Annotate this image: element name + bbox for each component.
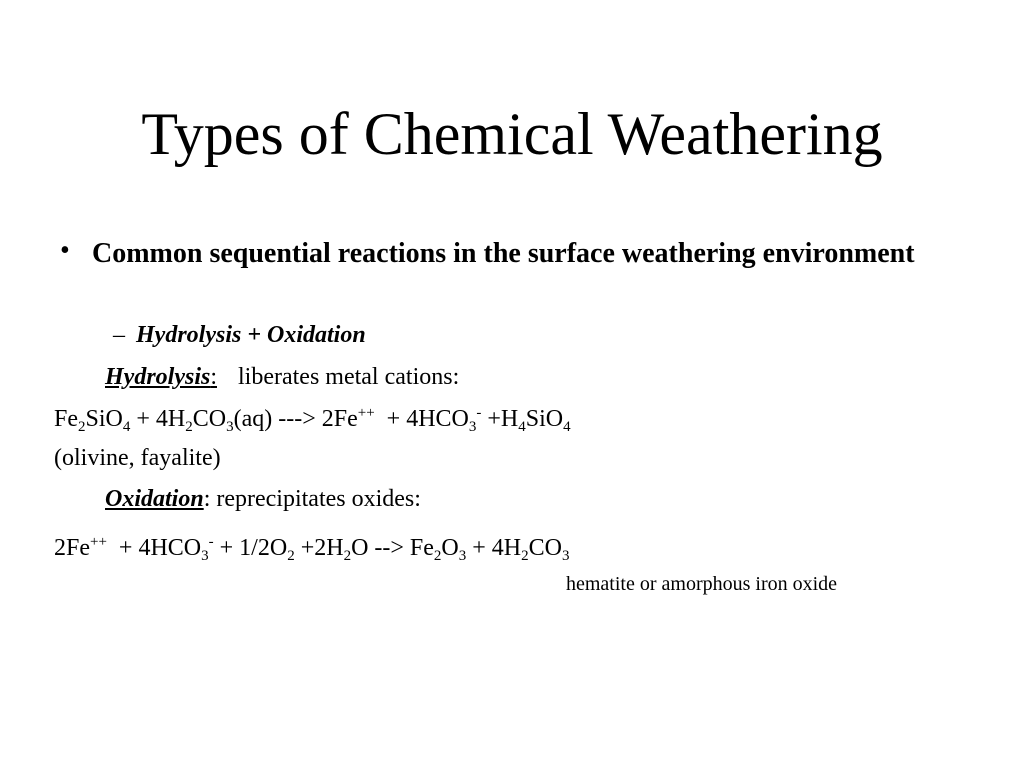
eq2-sub: 3 bbox=[201, 548, 209, 564]
eq1-text: Fe bbox=[54, 406, 78, 432]
bullet-marker: • bbox=[60, 235, 70, 266]
hydrolysis-colon: : bbox=[210, 364, 217, 390]
eq1-text: CO bbox=[192, 406, 227, 432]
eq1-sub: 3 bbox=[468, 419, 477, 435]
bullet-text: Common sequential reactions in the surface weathering environment bbox=[92, 238, 915, 269]
sub-bullet-marker: – bbox=[113, 322, 125, 348]
eq2-sub: 3 bbox=[458, 548, 467, 564]
eq1-sub: 4 bbox=[518, 419, 526, 435]
eq1-text: SiO bbox=[85, 406, 123, 432]
oxidation-term: Oxidation bbox=[105, 486, 204, 512]
sub-bullet-text: Hydrolysis + Oxidation bbox=[136, 322, 366, 348]
slide-title: Types of Chemical Weathering bbox=[141, 101, 883, 167]
hydrolysis-equation bbox=[54, 404, 571, 434]
eq2-sub: 2 bbox=[521, 548, 529, 564]
eq1-text: (aq) ---> 2Fe bbox=[233, 406, 358, 432]
hydrolysis-term: Hydrolysis bbox=[105, 364, 211, 390]
eq2-sub: 2 bbox=[287, 548, 295, 564]
eq2-sub: 2 bbox=[433, 548, 442, 564]
mineral-name: (olivine, fayalite) bbox=[54, 445, 221, 471]
eq2-sup: ++ bbox=[90, 534, 107, 550]
oxidation-equation bbox=[54, 533, 569, 563]
eq2-sub: 2 bbox=[343, 548, 352, 564]
eq1-text: + 4H bbox=[130, 406, 186, 432]
product-caption: hematite or amorphous iron oxide bbox=[566, 573, 838, 595]
eq2-text: +2H bbox=[294, 535, 344, 561]
eq2-text: + 1/2O bbox=[213, 535, 288, 561]
eq2-text: O bbox=[441, 535, 459, 561]
eq2-sup: - bbox=[208, 534, 214, 550]
eq1-sub: 4 bbox=[563, 419, 571, 435]
hydrolysis-line bbox=[105, 362, 459, 392]
eq1-sub: 2 bbox=[185, 419, 193, 435]
eq1-sup: - bbox=[476, 405, 482, 421]
eq2-text: O --> Fe bbox=[351, 535, 434, 561]
eq1-sup: ++ bbox=[357, 405, 375, 421]
eq1-sub: 3 bbox=[226, 419, 234, 435]
eq2-text: + 4H bbox=[466, 535, 522, 561]
eq1-text: + 4HCO bbox=[374, 406, 469, 432]
eq1-text: SiO bbox=[525, 406, 564, 432]
eq2-sub: 3 bbox=[561, 548, 570, 564]
oxidation-line bbox=[105, 484, 421, 514]
eq2-text: CO bbox=[528, 535, 562, 561]
eq1-text: +H bbox=[481, 406, 519, 432]
eq2-text: 2Fe bbox=[54, 535, 90, 561]
oxidation-description: : reprecipitates oxides: bbox=[203, 486, 421, 512]
eq1-sub: 2 bbox=[78, 419, 86, 435]
eq2-text: + 4HCO bbox=[106, 535, 202, 561]
hydrolysis-description: liberates metal cations: bbox=[238, 364, 460, 390]
eq1-sub: 4 bbox=[122, 419, 131, 435]
